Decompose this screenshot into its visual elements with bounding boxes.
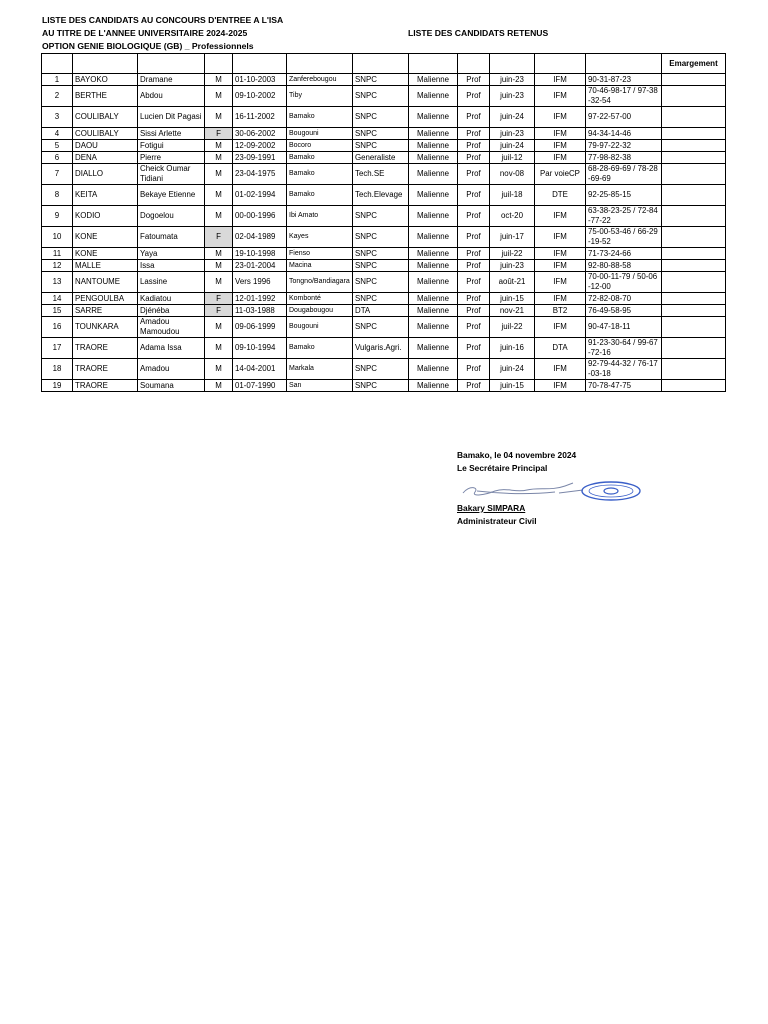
- sex-cell: M: [205, 359, 233, 380]
- birth-place-cell: Kayes: [287, 227, 353, 248]
- status-cell: Prof: [458, 74, 490, 86]
- last-name-cell: TRAORE: [73, 359, 138, 380]
- emargement-cell[interactable]: [662, 185, 726, 206]
- session-cell: juin-17: [490, 227, 535, 248]
- table-row: [42, 86, 726, 107]
- nationality-cell: Malienne: [409, 74, 458, 86]
- diploma-cell: SNPC: [353, 359, 409, 380]
- emargement-cell[interactable]: [662, 74, 726, 86]
- signature-stamp-image: [455, 473, 645, 507]
- nationality-cell: Malienne: [409, 164, 458, 185]
- emargement-cell[interactable]: [662, 272, 726, 293]
- status-cell: Prof: [458, 185, 490, 206]
- row-number-cell: 18: [42, 359, 73, 380]
- phone-cell: 92-79-44-32 / 76-17-03-18: [586, 359, 662, 380]
- phone-cell: 72-82-08-70: [586, 293, 662, 305]
- birth-place-cell: San: [287, 380, 353, 392]
- diploma-cell: SNPC: [353, 248, 409, 260]
- emargement-cell[interactable]: [662, 359, 726, 380]
- emargement-cell[interactable]: [662, 152, 726, 164]
- birth-date-cell: 12-09-2002: [233, 140, 287, 152]
- diploma-cell: SNPC: [353, 293, 409, 305]
- emargement-cell[interactable]: [662, 206, 726, 227]
- emargement-cell[interactable]: [662, 128, 726, 140]
- nationality-cell: Malienne: [409, 107, 458, 128]
- session-cell: juin-24: [490, 107, 535, 128]
- session-cell: juil-18: [490, 185, 535, 206]
- last-name-cell: SARRE: [73, 305, 138, 317]
- birth-date-cell: 09-10-1994: [233, 338, 287, 359]
- center-cell: IFM: [535, 206, 586, 227]
- status-cell: Prof: [458, 206, 490, 227]
- nationality-cell: Malienne: [409, 152, 458, 164]
- row-number-cell: 10: [42, 227, 73, 248]
- session-cell: juin-23: [490, 74, 535, 86]
- sex-cell: M: [205, 206, 233, 227]
- emargement-cell[interactable]: [662, 260, 726, 272]
- table-row: [42, 305, 726, 317]
- emargement-cell[interactable]: [662, 317, 726, 338]
- emargement-cell[interactable]: [662, 248, 726, 260]
- sex-cell: M: [205, 74, 233, 86]
- emargement-cell[interactable]: [662, 86, 726, 107]
- emargement-cell[interactable]: [662, 107, 726, 128]
- row-number-cell: 14: [42, 293, 73, 305]
- phone-cell: 91-23-30-64 / 99-67-72-16: [586, 338, 662, 359]
- birth-place-cell: Bougouni: [287, 317, 353, 338]
- status-cell: Prof: [458, 338, 490, 359]
- row-number-cell: 3: [42, 107, 73, 128]
- table-row: [42, 359, 726, 380]
- last-name-cell: TOUNKARA: [73, 317, 138, 338]
- last-name-cell: BERTHE: [73, 86, 138, 107]
- session-cell: juin-15: [490, 380, 535, 392]
- center-cell: BT2: [535, 305, 586, 317]
- emargement-cell[interactable]: [662, 293, 726, 305]
- birth-date-cell: 01-02-1994: [233, 185, 287, 206]
- status-cell: Prof: [458, 293, 490, 305]
- center-cell: IFM: [535, 317, 586, 338]
- birth-date-cell: 01-10-2003: [233, 74, 287, 86]
- sex-cell: M: [205, 140, 233, 152]
- nationality-cell: Malienne: [409, 260, 458, 272]
- row-number-cell: 19: [42, 380, 73, 392]
- phone-cell: 97-22-57-00: [586, 107, 662, 128]
- center-cell: DTA: [535, 338, 586, 359]
- sex-cell: M: [205, 248, 233, 260]
- header-option-line: OPTION GENIE BIOLOGIQUE (GB) _ Professionnels: [42, 41, 254, 51]
- place-date: Bamako, le 04 novembre 2024: [457, 450, 577, 460]
- center-cell: Par voieCP: [535, 164, 586, 185]
- center-cell: IFM: [535, 86, 586, 107]
- signatory-name: Bakary SIMPARA: [457, 503, 526, 513]
- first-name-cell: Lassine: [138, 272, 205, 293]
- birth-place-cell: Bamako: [287, 107, 353, 128]
- center-cell: IFM: [535, 248, 586, 260]
- diploma-cell: SNPC: [353, 380, 409, 392]
- sex-cell: M: [205, 380, 233, 392]
- table-row: [42, 380, 726, 392]
- table-row: [42, 140, 726, 152]
- diploma-cell: SNPC: [353, 107, 409, 128]
- table-row: [42, 152, 726, 164]
- sex-cell: M: [205, 260, 233, 272]
- diploma-cell: Generaliste: [353, 152, 409, 164]
- birth-date-cell: 23-09-1991: [233, 152, 287, 164]
- table-row: [42, 107, 726, 128]
- first-name-cell: Kadiatou: [138, 293, 205, 305]
- table-row: [42, 185, 726, 206]
- diploma-cell: SNPC: [353, 206, 409, 227]
- status-cell: Prof: [458, 317, 490, 338]
- first-name-cell: Amadou: [138, 359, 205, 380]
- emargement-header: Emargement: [662, 54, 726, 74]
- birth-date-cell: 19-10-1998: [233, 248, 287, 260]
- first-name-cell: Adama Issa: [138, 338, 205, 359]
- center-cell: IFM: [535, 359, 586, 380]
- table-row: [42, 293, 726, 305]
- last-name-cell: DIALLO: [73, 164, 138, 185]
- row-number-cell: 1: [42, 74, 73, 86]
- center-cell: DTE: [535, 185, 586, 206]
- birth-place-cell: Kombonté: [287, 293, 353, 305]
- table-row: [42, 338, 726, 359]
- sex-cell: F: [205, 293, 233, 305]
- center-cell: IFM: [535, 152, 586, 164]
- row-number-cell: 17: [42, 338, 73, 359]
- first-name-cell: Sissi Arlette: [138, 128, 205, 140]
- row-number-cell: 6: [42, 152, 73, 164]
- birth-place-cell: Tiby: [287, 86, 353, 107]
- emargement-cell[interactable]: [662, 164, 726, 185]
- table-row: [42, 272, 726, 293]
- row-number-cell: 4: [42, 128, 73, 140]
- last-name-cell: DAOU: [73, 140, 138, 152]
- table-row: [42, 128, 726, 140]
- session-cell: juin-23: [490, 86, 535, 107]
- row-number-cell: 12: [42, 260, 73, 272]
- session-cell: juin-23: [490, 260, 535, 272]
- phone-cell: 92-80-88-58: [586, 260, 662, 272]
- center-cell: IFM: [535, 140, 586, 152]
- session-cell: nov-21: [490, 305, 535, 317]
- birth-date-cell: 23-04-1975: [233, 164, 287, 185]
- phone-cell: 70-00-11-79 / 50-06-12-00: [586, 272, 662, 293]
- session-cell: juin-24: [490, 359, 535, 380]
- birth-place-cell: Macina: [287, 260, 353, 272]
- last-name-cell: KODIO: [73, 206, 138, 227]
- nationality-cell: Malienne: [409, 338, 458, 359]
- phone-cell: 79-97-22-32: [586, 140, 662, 152]
- birth-date-cell: 14-04-2001: [233, 359, 287, 380]
- birth-date-cell: 23-01-2004: [233, 260, 287, 272]
- birth-place-cell: Bamako: [287, 164, 353, 185]
- phone-cell: 92-25-85-15: [586, 185, 662, 206]
- status-cell: Prof: [458, 227, 490, 248]
- last-name-cell: TRAORE: [73, 338, 138, 359]
- header-retained-list-title: LISTE DES CANDIDATS RETENUS: [408, 28, 549, 38]
- diploma-cell: Vulgaris.Agri.: [353, 338, 409, 359]
- birth-place-cell: Markala: [287, 359, 353, 380]
- birth-date-cell: 01-07-1990: [233, 380, 287, 392]
- diploma-cell: SNPC: [353, 74, 409, 86]
- last-name-cell: PENGOULBA: [73, 293, 138, 305]
- emargement-cell[interactable]: [662, 227, 726, 248]
- last-name-cell: COULIBALY: [73, 107, 138, 128]
- birth-date-cell: 00-00-1996: [233, 206, 287, 227]
- status-cell: Prof: [458, 359, 490, 380]
- nationality-cell: Malienne: [409, 86, 458, 107]
- diploma-cell: SNPC: [353, 140, 409, 152]
- birth-place-cell: Bamako: [287, 338, 353, 359]
- first-name-cell: Yaya: [138, 248, 205, 260]
- last-name-cell: TRAORE: [73, 380, 138, 392]
- session-cell: juil-12: [490, 152, 535, 164]
- nationality-cell: Malienne: [409, 227, 458, 248]
- status-cell: Prof: [458, 152, 490, 164]
- nationality-cell: Malienne: [409, 206, 458, 227]
- birth-place-cell: Dougabougou: [287, 305, 353, 317]
- birth-date-cell: 12-01-1992: [233, 293, 287, 305]
- birth-place-cell: Bocoro: [287, 140, 353, 152]
- table-row: [42, 164, 726, 185]
- row-number-cell: 15: [42, 305, 73, 317]
- header-title-line2: AU TITRE DE L'ANNEE UNIVERSITAIRE 2024-2025: [42, 28, 248, 38]
- center-cell: IFM: [535, 380, 586, 392]
- diploma-cell: SNPC: [353, 272, 409, 293]
- sex-cell: M: [205, 185, 233, 206]
- diploma-cell: Tech.Elevage: [353, 185, 409, 206]
- last-name-cell: KEITA: [73, 185, 138, 206]
- session-cell: oct-20: [490, 206, 535, 227]
- row-number-cell: 16: [42, 317, 73, 338]
- center-cell: IFM: [535, 260, 586, 272]
- sex-cell: M: [205, 272, 233, 293]
- birth-place-cell: Bamako: [287, 152, 353, 164]
- row-number-cell: 9: [42, 206, 73, 227]
- nationality-cell: Malienne: [409, 380, 458, 392]
- signature-scribble: [463, 483, 583, 495]
- last-name-cell: DENA: [73, 152, 138, 164]
- status-cell: Prof: [458, 305, 490, 317]
- birth-date-cell: 09-06-1999: [233, 317, 287, 338]
- nationality-cell: Malienne: [409, 140, 458, 152]
- nationality-cell: Malienne: [409, 293, 458, 305]
- birth-place-cell: Bougouni: [287, 128, 353, 140]
- birth-date-cell: 30-06-2002: [233, 128, 287, 140]
- center-cell: IFM: [535, 293, 586, 305]
- center-cell: IFM: [535, 227, 586, 248]
- candidates-table: [41, 53, 726, 392]
- status-cell: Prof: [458, 164, 490, 185]
- phone-cell: 94-34-14-46: [586, 128, 662, 140]
- session-cell: août-21: [490, 272, 535, 293]
- birth-date-cell: 09-10-2002: [233, 86, 287, 107]
- table-row: [42, 317, 726, 338]
- status-cell: Prof: [458, 248, 490, 260]
- sex-cell: M: [205, 164, 233, 185]
- session-cell: juin-15: [490, 293, 535, 305]
- phone-cell: 77-98-82-38: [586, 152, 662, 164]
- birth-date-cell: 11-03-1988: [233, 305, 287, 317]
- birth-place-cell: Bamako: [287, 185, 353, 206]
- status-cell: Prof: [458, 260, 490, 272]
- last-name-cell: NANTOUME: [73, 272, 138, 293]
- first-name-cell: Lucien Dit Pagasi: [138, 107, 205, 128]
- nationality-cell: Malienne: [409, 305, 458, 317]
- diploma-cell: SNPC: [353, 317, 409, 338]
- session-cell: juil-22: [490, 317, 535, 338]
- phone-cell: 90-47-18-11: [586, 317, 662, 338]
- status-cell: Prof: [458, 128, 490, 140]
- nationality-cell: Malienne: [409, 128, 458, 140]
- table-row: [42, 227, 726, 248]
- nationality-cell: Malienne: [409, 185, 458, 206]
- phone-cell: 70-46-98-17 / 97-38-32-54: [586, 86, 662, 107]
- nationality-cell: Malienne: [409, 272, 458, 293]
- row-number-cell: 2: [42, 86, 73, 107]
- table-header-row: [42, 54, 726, 74]
- center-cell: IFM: [535, 272, 586, 293]
- first-name-cell: Amadou Mamoudou: [138, 317, 205, 338]
- birth-place-cell: Fienso: [287, 248, 353, 260]
- center-cell: IFM: [535, 107, 586, 128]
- emargement-cell[interactable]: [662, 305, 726, 317]
- diploma-cell: SNPC: [353, 128, 409, 140]
- birth-place-cell: Tongno/Bandiagara: [287, 272, 353, 293]
- first-name-cell: Djénéba: [138, 305, 205, 317]
- session-cell: juin-24: [490, 140, 535, 152]
- header-title-line1: LISTE DES CANDIDATS AU CONCOURS D'ENTREE A L'ISA: [42, 15, 284, 25]
- diploma-cell: DTA: [353, 305, 409, 317]
- session-cell: juin-23: [490, 128, 535, 140]
- first-name-cell: Issa: [138, 260, 205, 272]
- last-name-cell: MALLE: [73, 260, 138, 272]
- status-cell: Prof: [458, 380, 490, 392]
- first-name-cell: Soumana: [138, 380, 205, 392]
- first-name-cell: Fatoumata: [138, 227, 205, 248]
- last-name-cell: BAYOKO: [73, 74, 138, 86]
- birth-date-cell: 02-04-1989: [233, 227, 287, 248]
- row-number-cell: 8: [42, 185, 73, 206]
- status-cell: Prof: [458, 272, 490, 293]
- row-number-cell: 5: [42, 140, 73, 152]
- diploma-cell: SNPC: [353, 260, 409, 272]
- session-cell: juil-22: [490, 248, 535, 260]
- signatory-role: Administrateur Civil: [457, 516, 537, 526]
- table-row: [42, 206, 726, 227]
- diploma-cell: Tech.SE: [353, 164, 409, 185]
- last-name-cell: KONE: [73, 248, 138, 260]
- first-name-cell: Pierre: [138, 152, 205, 164]
- sex-cell: F: [205, 227, 233, 248]
- emargement-cell[interactable]: [662, 140, 726, 152]
- row-number-cell: 7: [42, 164, 73, 185]
- last-name-cell: KONE: [73, 227, 138, 248]
- signatory-title: Le Secrétaire Principal: [457, 463, 548, 473]
- emargement-cell[interactable]: [662, 338, 726, 359]
- session-cell: juin-16: [490, 338, 535, 359]
- status-cell: Prof: [458, 86, 490, 107]
- birth-place-cell: Zanferebougou: [287, 74, 353, 86]
- session-cell: nov-08: [490, 164, 535, 185]
- phone-cell: 76-49-58-95: [586, 305, 662, 317]
- sex-cell: F: [205, 128, 233, 140]
- center-cell: IFM: [535, 74, 586, 86]
- row-number-cell: 11: [42, 248, 73, 260]
- status-cell: Prof: [458, 107, 490, 128]
- table-row: [42, 248, 726, 260]
- first-name-cell: Dogoelou: [138, 206, 205, 227]
- table-row: [42, 74, 726, 86]
- last-name-cell: COULIBALY: [73, 128, 138, 140]
- status-cell: Prof: [458, 140, 490, 152]
- sex-cell: M: [205, 86, 233, 107]
- first-name-cell: Abdou: [138, 86, 205, 107]
- nationality-cell: Malienne: [409, 248, 458, 260]
- sex-cell: M: [205, 152, 233, 164]
- first-name-cell: Cheick Oumar Tidiani: [138, 164, 205, 185]
- sex-cell: M: [205, 317, 233, 338]
- diploma-cell: SNPC: [353, 227, 409, 248]
- phone-cell: 90-31-87-23: [586, 74, 662, 86]
- nationality-cell: Malienne: [409, 359, 458, 380]
- first-name-cell: Dramane: [138, 74, 205, 86]
- phone-cell: 75-00-53-46 / 66-29-19-52: [586, 227, 662, 248]
- birth-date-cell: 16-11-2002: [233, 107, 287, 128]
- table-row: [42, 260, 726, 272]
- row-number-cell: 13: [42, 272, 73, 293]
- phone-cell: 70-78-47-75: [586, 380, 662, 392]
- sex-cell: M: [205, 338, 233, 359]
- birth-date-cell: Vers 1996: [233, 272, 287, 293]
- sex-cell: M: [205, 107, 233, 128]
- birth-place-cell: Ibi Amato: [287, 206, 353, 227]
- diploma-cell: SNPC: [353, 86, 409, 107]
- phone-cell: 71-73-24-66: [586, 248, 662, 260]
- sex-cell: F: [205, 305, 233, 317]
- nationality-cell: Malienne: [409, 317, 458, 338]
- center-cell: IFM: [535, 128, 586, 140]
- first-name-cell: Fotigui: [138, 140, 205, 152]
- phone-cell: 63-38-23-25 / 72-84-77-22: [586, 206, 662, 227]
- phone-cell: 68-28-69-69 / 78-28-69-69: [586, 164, 662, 185]
- first-name-cell: Bekaye Etienne: [138, 185, 205, 206]
- emargement-cell[interactable]: [662, 380, 726, 392]
